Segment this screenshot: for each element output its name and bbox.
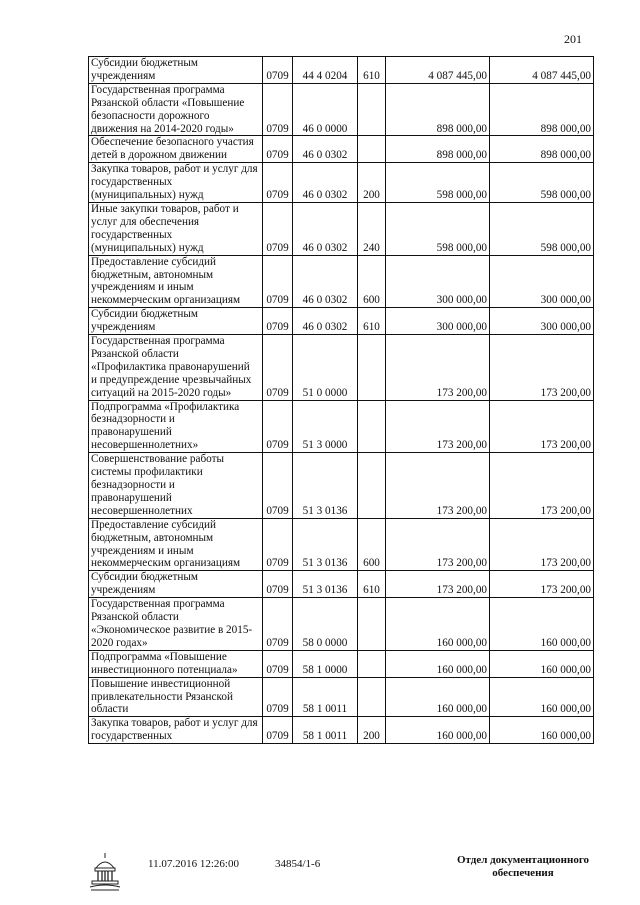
footer-department-line1: Отдел документационного [456, 854, 590, 866]
row-amount-1: 173 200,00 [386, 453, 490, 519]
row-name: Субсидии бюджетным учреждениям [89, 57, 263, 84]
row-name: Обеспечение безопасного участия детей в дорожном движении [89, 136, 263, 163]
row-expense-kind [358, 598, 386, 651]
row-name: Субсидии бюджетным учреждениям [89, 571, 263, 598]
footer-department [438, 854, 608, 880]
row-article: 44 4 0204 [293, 57, 358, 84]
row-name: Государственная программа Рязанской области «Повышение безопасности дорожного движения на 2014-2020 годы» [89, 83, 263, 136]
row-amount-2: 173 200,00 [490, 335, 594, 401]
row-expense-kind: 610 [358, 308, 386, 335]
row-amount-1: 300 000,00 [386, 255, 490, 308]
row-amount-2: 173 200,00 [490, 453, 594, 519]
row-article: 51 3 0136 [293, 518, 358, 571]
row-amount-2: 160 000,00 [490, 717, 594, 744]
row-amount-2: 898 000,00 [490, 136, 594, 163]
row-expense-kind [358, 83, 386, 136]
duma-emblem-icon [88, 852, 122, 892]
table-row [89, 57, 594, 84]
row-article: 58 0 0000 [293, 598, 358, 651]
row-amount-1: 173 200,00 [386, 571, 490, 598]
table-row [89, 650, 594, 677]
table-row [89, 335, 594, 401]
row-amount-1: 173 200,00 [386, 518, 490, 571]
table-row [89, 518, 594, 571]
row-amount-1: 160 000,00 [386, 717, 490, 744]
row-expense-kind [358, 136, 386, 163]
row-article: 51 3 0000 [293, 400, 358, 453]
row-expense-kind: 200 [358, 717, 386, 744]
row-expense-kind [358, 335, 386, 401]
table-row [89, 453, 594, 519]
row-section: 0709 [263, 308, 293, 335]
table-row [89, 400, 594, 453]
row-amount-1: 160 000,00 [386, 598, 490, 651]
row-article: 46 0 0302 [293, 136, 358, 163]
footer-department-line2: обеспечения [492, 867, 554, 879]
footer-date: 11.07.2016 12:26:00 [148, 858, 239, 870]
row-section: 0709 [263, 453, 293, 519]
row-article: 46 0 0302 [293, 308, 358, 335]
row-amount-2: 598 000,00 [490, 163, 594, 203]
row-section: 0709 [263, 83, 293, 136]
table-row [89, 83, 594, 136]
row-section: 0709 [263, 717, 293, 744]
row-section: 0709 [263, 571, 293, 598]
row-section: 0709 [263, 518, 293, 571]
row-amount-1: 160 000,00 [386, 650, 490, 677]
row-name: Предоставление субсидий бюджетным, автономным учреждениям и иным некоммерческим организациям [89, 255, 263, 308]
table-row [89, 598, 594, 651]
row-article: 58 1 0000 [293, 650, 358, 677]
row-article: 51 3 0136 [293, 571, 358, 598]
row-name: Субсидии бюджетным учреждениям [89, 308, 263, 335]
table-row [89, 677, 594, 717]
row-section: 0709 [263, 202, 293, 255]
row-name: Подпрограмма «Повышение инвестиционного потенциала» [89, 650, 263, 677]
row-expense-kind [358, 650, 386, 677]
row-amount-1: 598 000,00 [386, 202, 490, 255]
row-section: 0709 [263, 57, 293, 84]
row-expense-kind: 610 [358, 571, 386, 598]
row-amount-2: 598 000,00 [490, 202, 594, 255]
row-section: 0709 [263, 650, 293, 677]
row-name: Иные закупки товаров, работ и услуг для обеспечения государственных (муниципальных) нужд [89, 202, 263, 255]
row-section: 0709 [263, 136, 293, 163]
footer [88, 852, 608, 902]
row-expense-kind: 610 [358, 57, 386, 84]
row-name: Закупка товаров, работ и услуг для государственных (муниципальных) нужд [89, 163, 263, 203]
row-amount-2: 4 087 445,00 [490, 57, 594, 84]
row-amount-2: 173 200,00 [490, 400, 594, 453]
row-amount-1: 4 087 445,00 [386, 57, 490, 84]
table-row [89, 308, 594, 335]
row-expense-kind: 240 [358, 202, 386, 255]
row-name: Государственная программа Рязанской области «Экономическое развитие в 2015- 2020 годах» [89, 598, 263, 651]
row-amount-2: 160 000,00 [490, 650, 594, 677]
row-article: 58 1 0011 [293, 717, 358, 744]
row-amount-1: 598 000,00 [386, 163, 490, 203]
row-expense-kind: 200 [358, 163, 386, 203]
row-section: 0709 [263, 677, 293, 717]
footer-doc-number: 34854/1-6 [275, 858, 321, 870]
table-row [89, 717, 594, 744]
table-row [89, 202, 594, 255]
row-name: Закупка товаров, работ и услуг для государственных [89, 717, 263, 744]
table-row [89, 163, 594, 203]
row-amount-2: 160 000,00 [490, 677, 594, 717]
row-name: Подпрограмма «Профилактика безнадзорности и правонарушений несовершеннолетних» [89, 400, 263, 453]
table-row [89, 255, 594, 308]
table-row [89, 571, 594, 598]
row-section: 0709 [263, 400, 293, 453]
row-amount-1: 173 200,00 [386, 400, 490, 453]
row-article: 51 0 0000 [293, 335, 358, 401]
row-article: 46 0 0000 [293, 83, 358, 136]
row-section: 0709 [263, 598, 293, 651]
row-amount-1: 173 200,00 [386, 335, 490, 401]
row-amount-1: 160 000,00 [386, 677, 490, 717]
row-amount-2: 173 200,00 [490, 571, 594, 598]
row-amount-2: 300 000,00 [490, 255, 594, 308]
row-expense-kind [358, 677, 386, 717]
row-amount-1: 898 000,00 [386, 83, 490, 136]
row-article: 51 3 0136 [293, 453, 358, 519]
row-name: Совершенствование работы системы профилактики безнадзорности и правонарушений несовершеннолетних [89, 453, 263, 519]
page-number: 201 [564, 32, 582, 46]
row-amount-1: 300 000,00 [386, 308, 490, 335]
row-amount-2: 173 200,00 [490, 518, 594, 571]
row-amount-1: 898 000,00 [386, 136, 490, 163]
row-section: 0709 [263, 255, 293, 308]
row-article: 46 0 0302 [293, 163, 358, 203]
row-name: Государственная программа Рязанской области «Профилактика правонарушений и предупреждение чрезвычайных ситуаций на 2015-2020 годы» [89, 335, 263, 401]
row-amount-2: 898 000,00 [490, 83, 594, 136]
row-article: 46 0 0302 [293, 202, 358, 255]
row-amount-2: 300 000,00 [490, 308, 594, 335]
row-article: 46 0 0302 [293, 255, 358, 308]
table-row [89, 136, 594, 163]
row-expense-kind: 600 [358, 255, 386, 308]
row-section: 0709 [263, 335, 293, 401]
row-expense-kind: 600 [358, 518, 386, 571]
row-expense-kind [358, 400, 386, 453]
row-name: Предоставление субсидий бюджетным, автономным учреждениям и иным некоммерческим организациям [89, 518, 263, 571]
row-name: Повышение инвестиционной привлекательности Рязанской области [89, 677, 263, 717]
budget-table [88, 56, 594, 744]
row-amount-2: 160 000,00 [490, 598, 594, 651]
row-section: 0709 [263, 163, 293, 203]
row-article: 58 1 0011 [293, 677, 358, 717]
row-expense-kind [358, 453, 386, 519]
